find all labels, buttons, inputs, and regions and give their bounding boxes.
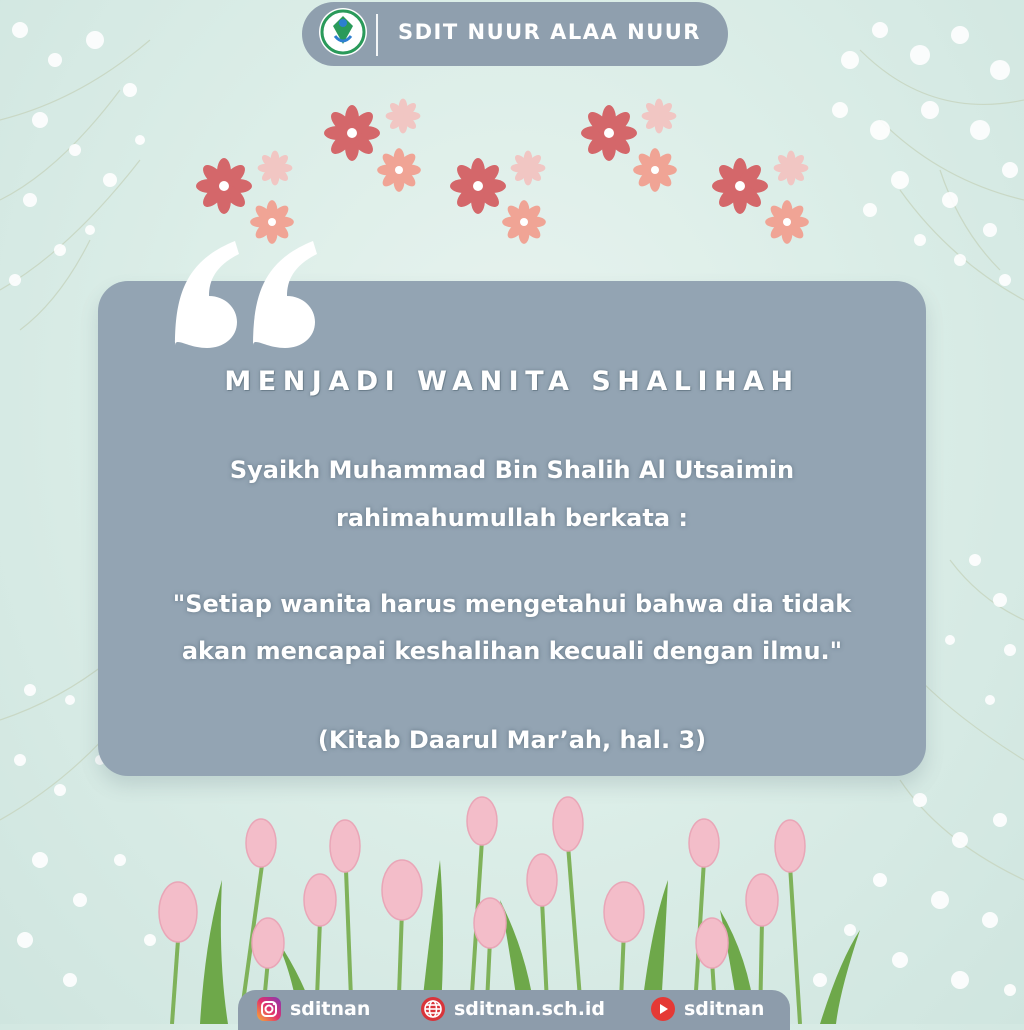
instagram-link[interactable] — [256, 996, 370, 1022]
flower-decoration — [0, 0, 1024, 260]
tulip-decoration — [0, 780, 1024, 1024]
attribution-line-2: rahimahumullah berkata : — [336, 504, 688, 532]
open-quote-icon — [165, 236, 325, 351]
quote-title: MENJADI WANITA SHALIHAH — [224, 366, 800, 397]
attribution-line-1: Syaikh Muhammad Bin Shalih Al Utsaimin — [229, 456, 795, 484]
quote-text-line-2: akan mencapai keshalihan kecuali dengan ilmu." — [181, 637, 843, 665]
youtube-icon — [650, 996, 676, 1022]
quote-source: (Kitab Daarul Mar’ah, hal. 3) — [317, 726, 707, 754]
website-url: sditnan.sch.id — [454, 998, 606, 1020]
youtube-link[interactable] — [650, 996, 764, 1022]
instagram-handle: sditnan — [290, 998, 371, 1020]
globe-icon — [420, 996, 446, 1022]
quote-text-line-1: "Setiap wanita harus mengetahui bahwa dia tidak — [172, 590, 852, 618]
school-name: SDIT NUUR ALAA NUUR — [398, 20, 701, 44]
youtube-handle: sditnan — [684, 998, 765, 1020]
website-link[interactable] — [420, 996, 605, 1022]
instagram-icon — [256, 996, 282, 1022]
